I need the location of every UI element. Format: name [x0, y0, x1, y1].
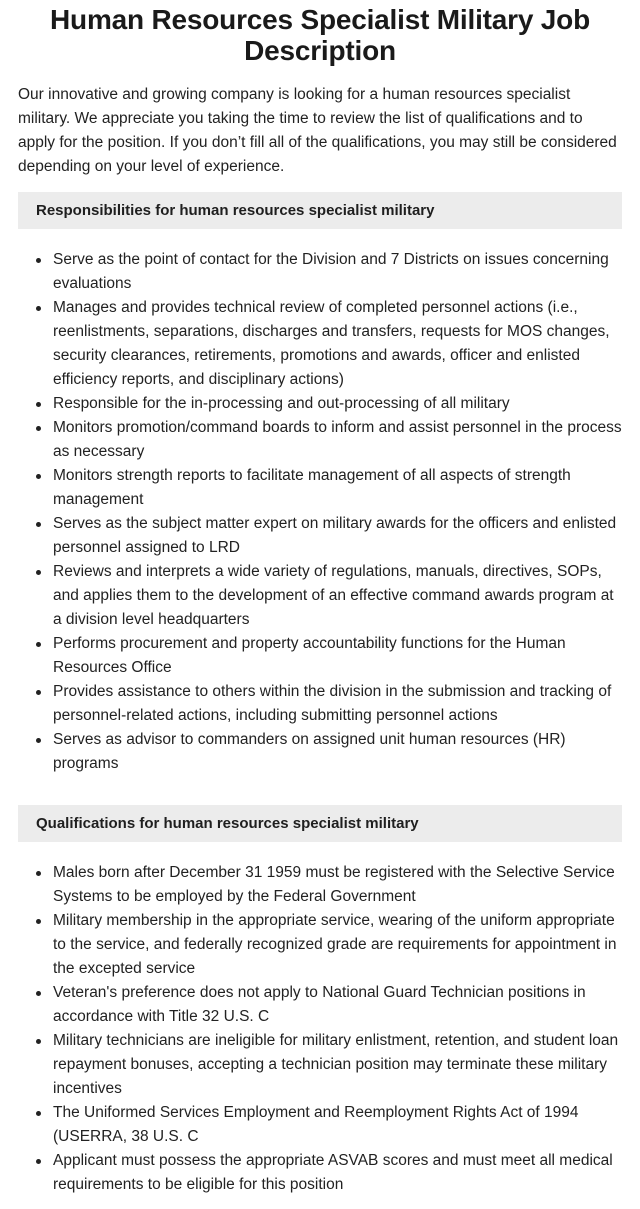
list-item: Monitors strength reports to facilitate management of all aspects of strength management — [53, 464, 622, 512]
list-item: Serve as the point of contact for the Division and 7 Districts on issues concerning evaluations — [53, 248, 622, 296]
list-item: Serves as advisor to commanders on assigned unit human resources (HR) programs — [53, 728, 622, 776]
list-item: Veteran's preference does not apply to National Guard Technician positions in accordance with Title 32 U.S. C — [53, 981, 622, 1029]
list-item: Serves as the subject matter expert on military awards for the officers and enlisted personnel assigned to LRD — [53, 512, 622, 560]
list-item: Monitors promotion/command boards to inform and assist personnel in the process as necessary — [53, 416, 622, 464]
list-item: Provides assistance to others within the division in the submission and tracking of personnel-related actions, including submitting personnel actions — [53, 680, 622, 728]
responsibilities-heading: Responsibilities for human resources specialist military — [18, 192, 622, 229]
list-item: Manages and provides technical review of completed personnel actions (i.e., reenlistments, separations, discharges and transfers, requests for MOS changes, security clearances, retirements, promotions and awards, officer and enlisted efficiency reports, and disciplinary actions) — [53, 296, 622, 392]
list-item: The Uniformed Services Employment and Reemployment Rights Act of 1994 (USERRA, 38 U.S. C — [53, 1101, 622, 1149]
qualifications-heading: Qualifications for human resources specialist military — [18, 805, 622, 842]
list-item: Males born after December 31 1959 must be registered with the Selective Service Systems to be employed by the Federal Government — [53, 861, 622, 909]
list-item: Performs procurement and property accountability functions for the Human Resources Office — [53, 632, 622, 680]
page-title: Human Resources Specialist Military Job Description — [50, 4, 590, 66]
qualifications-list — [18, 861, 622, 1197]
list-item: Military technicians are ineligible for military enlistment, retention, and student loan repayment bonuses, accepting a technician position may terminate these military incentives — [53, 1029, 622, 1101]
list-item: Responsible for the in-processing and out-processing of all military — [53, 392, 622, 416]
list-item: Applicant must possess the appropriate ASVAB scores and must meet all medical requirements to be eligible for this position — [53, 1149, 622, 1197]
list-item: Reviews and interprets a wide variety of regulations, manuals, directives, SOPs, and applies them to the development of an effective command awards program at a division level headquarters — [53, 560, 622, 632]
intro-paragraph: Our innovative and growing company is looking for a human resources specialist military. We appreciate you taking the time to review the list of qualifications and to apply for the position. If you don’t fill all of the qualifications, you may still be considered depending on your level of experience. — [18, 86, 617, 175]
list-item: Military membership in the appropriate service, wearing of the uniform appropriate to the service, and federally recognized grade are requirements for appointment in the excepted service — [53, 909, 622, 981]
responsibilities-list — [18, 248, 622, 776]
